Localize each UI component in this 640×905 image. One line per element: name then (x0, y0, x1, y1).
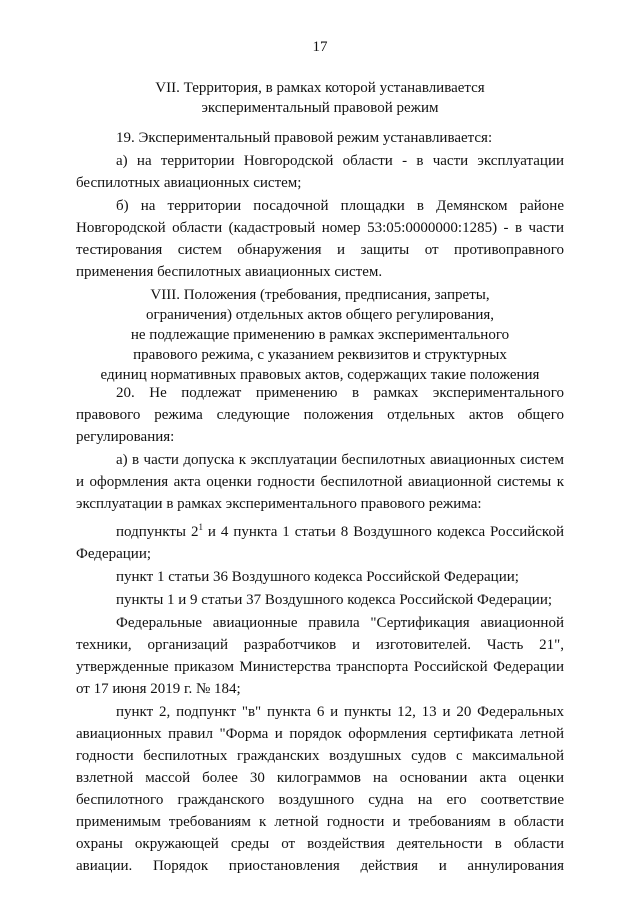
section-8-heading (60, 285, 580, 385)
paragraph-20-sub-2: пункт 1 статьи 36 Воздушного кодекса Российской Федерации; (116, 569, 519, 585)
section-7-heading (60, 78, 580, 118)
paragraph-20-sub-1 (76, 516, 564, 565)
heading-line: ограничения) отдельных актов общего регулирования, (145, 307, 495, 323)
heading-line: не подлежащие применению в рамках экспериментального (130, 327, 510, 343)
heading-line: правового режима, с указанием реквизитов и структурных (133, 347, 507, 363)
sub-1-superscript: 1 (198, 522, 203, 532)
sub-1-text-start: подпункты 2 (116, 524, 199, 540)
paragraph-19-intro: 19. Экспериментальный правовой режим устанавливается: (116, 130, 493, 146)
page-number: 17 (312, 39, 328, 55)
heading-line: VIII. Положения (требования, предписания, запреты, (150, 287, 490, 303)
paragraph-19-item-b: б) на территории посадочной площадки в Демянском районе Новгородской области (кадастровый номер 53:05:0000000:1285) - в части тестирования систем обнаружения и защиты от противоправного применения беспилотных авиационных систем. (76, 198, 564, 280)
paragraph-20-sub-5: пункт 2, подпункт "в" пункта 6 и пункты 12, 13 и 20 Федеральных авиационных правил "Форма и порядок оформления сертификата летной годности беспилотных гражданских воздушных судов с максимальной взлетной массой более 30 килограммов на основании акта оценки беспилотного гражданского воздушного судна на его соответствие применимым требованиям к летной годности и требованиям в области охраны окружающей среды от воздействия деятельности в области авиации. Порядок приостановления действия и аннулирования (76, 704, 564, 874)
paragraph-19-item-a: а) на территории Новгородской области - в части эксплуатации беспилотных авиационных систем; (76, 153, 564, 191)
section-7-body (76, 127, 564, 284)
paragraph-20-sub-3: пункты 1 и 9 статьи 37 Воздушного кодекса Российской Федерации; (116, 592, 553, 608)
heading-line: единиц нормативных правовых актов, содержащих такие положения (100, 367, 540, 383)
sub-1-text-end: и 4 пункта 1 статьи 8 Воздушного кодекса Российской Федерации; (76, 524, 564, 562)
heading-line: VII. Территория, в рамках которой устанавливается (155, 80, 485, 96)
paragraph-20-sub-4: Федеральные авиационные правила "Сертификация авиационной техники, организаций разработчиков и изготовителей. Часть 21", утвержденные приказом Министерства транспорта Российской Федерации от 17 июня 2019 г. № 184; (76, 615, 564, 697)
paragraph-20-intro: 20. Не подлежат применению в рамках экспериментального правового режима следующие положения отдельных актов общего регулирования: (76, 385, 564, 445)
paragraph-20-item-a: а) в части допуска к эксплуатации беспилотных авиационных систем и оформления акта оценки годности беспилотной авиационной системы к эксплуатации в рамках экспериментального правового режима: (76, 452, 564, 512)
section-8-body (76, 382, 564, 878)
heading-line: экспериментальный правовой режим (201, 100, 439, 116)
